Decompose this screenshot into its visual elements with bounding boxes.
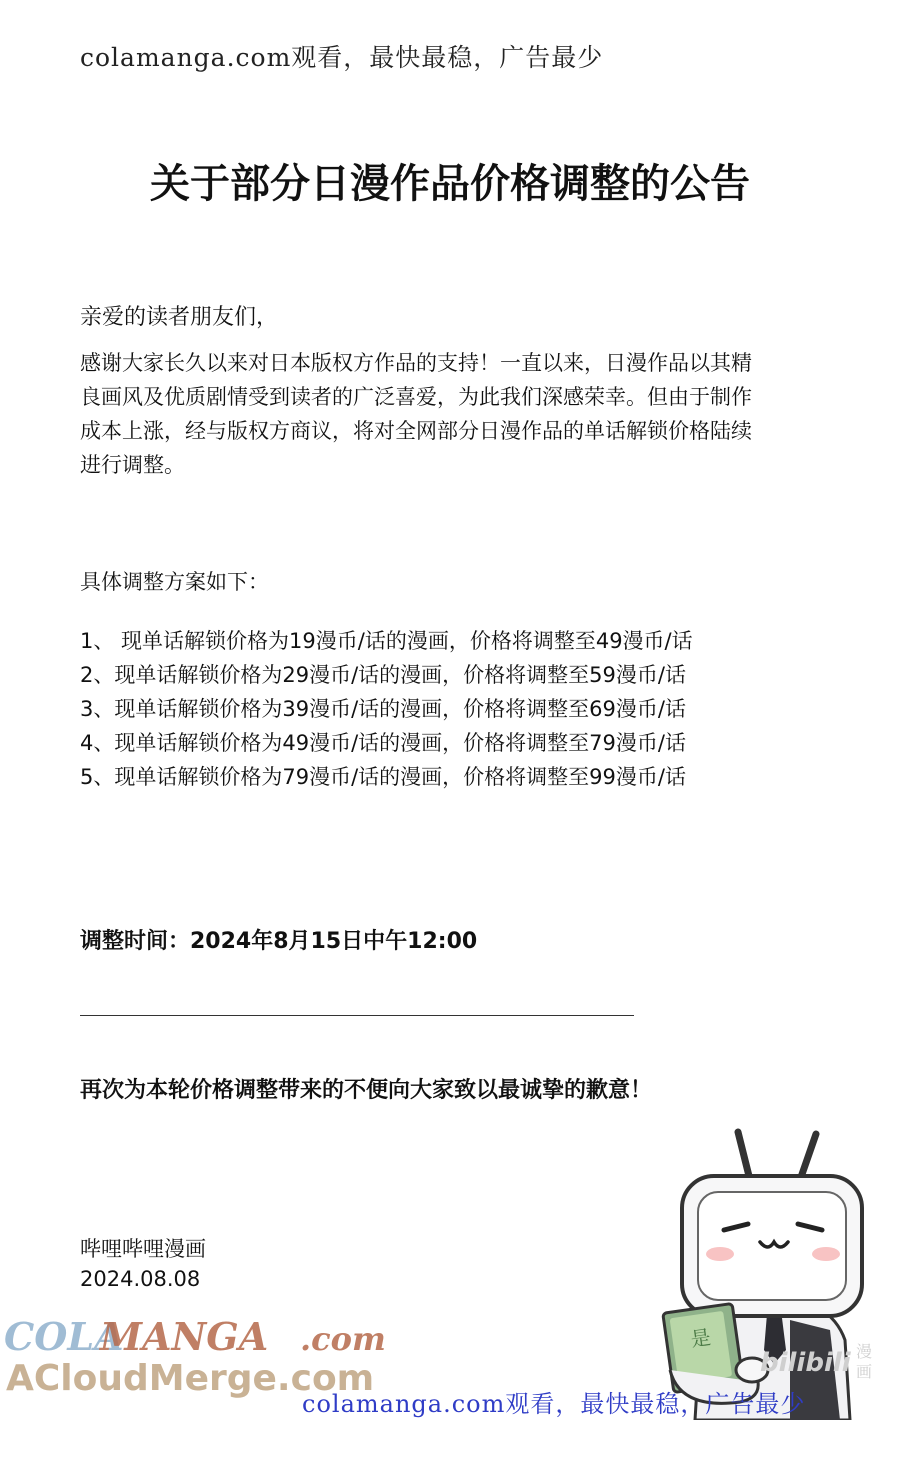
bili-cjk-1: 漫 (856, 1342, 873, 1361)
adjust-time: 调整时间：2024年8月15日中午12:00 (80, 929, 478, 954)
intro-paragraph (80, 346, 810, 482)
plan-item: 3、现单话解锁价格为39漫币/话的漫画，价格将调整至69漫币/话 (80, 697, 686, 721)
paragraph-line: 进行调整。 (80, 453, 185, 477)
logo-cola: COLA (4, 1314, 124, 1359)
greeting: 亲爱的读者朋友们， (80, 305, 279, 330)
bili-latin: bilibili (760, 1348, 851, 1378)
paragraph-line: 成本上涨，经与版权方商议，将对全网部分日漫作品的单话解锁价格陆续 (80, 419, 752, 443)
plan-item: 4、现单话解锁价格为49漫币/话的漫画，价格将调整至79漫币/话 (80, 731, 686, 755)
plan-item: 1、 现单话解锁价格为19漫币/话的漫画，价格将调整至49漫币/话 (80, 629, 693, 653)
logo-dotcom: .com (300, 1320, 386, 1358)
plan-heading: 具体调整方案如下： (80, 570, 269, 594)
signature-date: 2024.08.08 (80, 1267, 201, 1291)
bili-cjk-2: 画 (856, 1362, 873, 1381)
plan-item: 5、现单话解锁价格为79漫币/话的漫画，价格将调整至99漫币/话 (80, 765, 686, 789)
plan-list (80, 624, 693, 794)
apology-text: 再次为本轮价格调整带来的不便向大家致以最诚挚的歉意！ (80, 1078, 653, 1103)
announcement-title: 关于部分日漫作品价格调整的公告 (150, 161, 750, 207)
logo-manga: MANGA (100, 1314, 269, 1359)
logo-acloudmerge: ACloudMerge.com (6, 1358, 375, 1399)
signature-name: 哔哩哔哩漫画 (80, 1237, 206, 1261)
paragraph-line: 感谢大家长久以来对日本版权方作品的支持！一直以来，日漫作品以其精 (80, 351, 752, 375)
book-char: 是 (689, 1324, 713, 1352)
paragraph-line: 良画风及优质剧情受到读者的广泛喜爱，为此我们深感荣幸。但由于制作 (80, 385, 752, 409)
divider (80, 1015, 634, 1016)
plan-item: 2、现单话解锁价格为29漫币/话的漫画，价格将调整至59漫币/话 (80, 663, 686, 687)
watermark-bottom: colamanga.com观看，最快最稳，广告最少 (302, 1390, 806, 1418)
watermark-top: colamanga.com观看，最快最稳，广告最少 (80, 43, 604, 72)
